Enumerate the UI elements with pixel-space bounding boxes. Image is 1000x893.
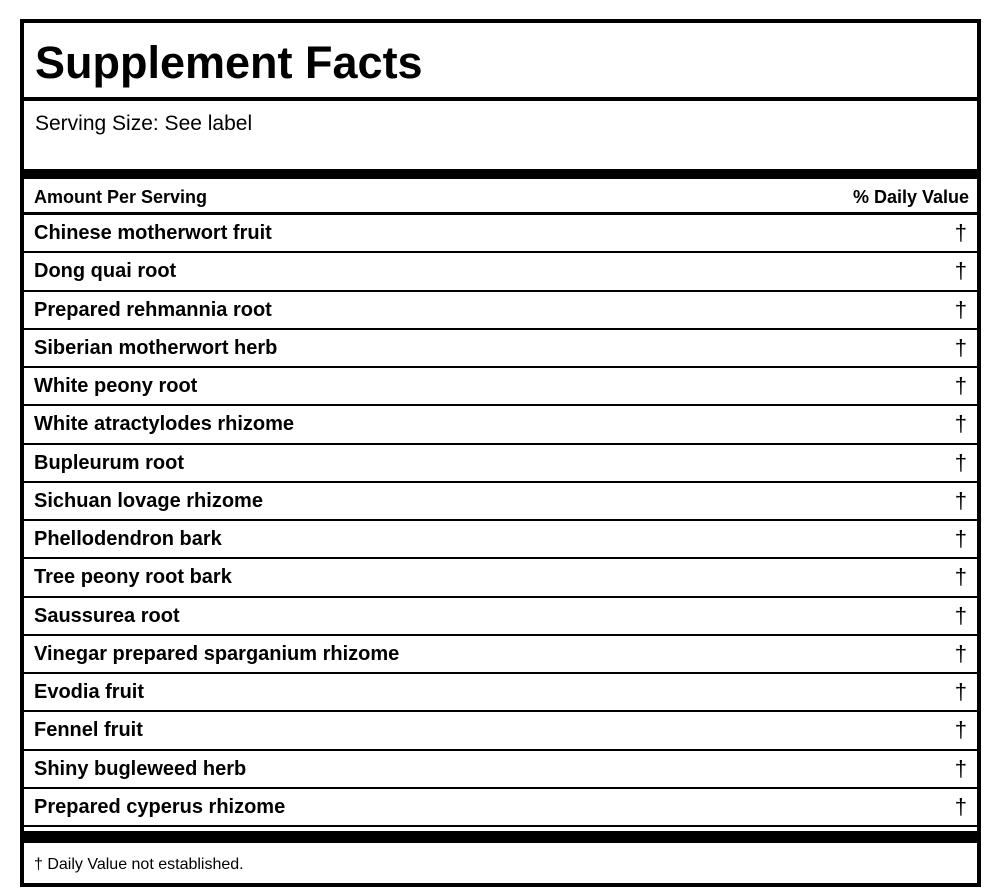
ingredient-name: Bupleurum root (34, 451, 184, 474)
ingredient-name: Shiny bugleweed herb (34, 757, 247, 780)
ingredient-row (24, 292, 977, 330)
ingredient-row (24, 521, 977, 559)
ingredient-row (24, 330, 977, 368)
ingredient-row (24, 253, 977, 291)
ingredient-daily-value: † (954, 258, 967, 284)
ingredient-name: Prepared cyperus rhizome (34, 795, 286, 818)
ingredient-daily-value: † (954, 220, 967, 245)
footnote-row (24, 843, 977, 883)
ingredient-name: White peony root (34, 375, 198, 397)
serving-size: Serving Size: See label (35, 112, 253, 135)
ingredient-row (24, 789, 977, 827)
ingredient-daily-value: † (954, 602, 967, 628)
ingredient-daily-value: † (954, 411, 967, 437)
ingredient-row (24, 445, 977, 483)
ingredient-daily-value: † (954, 487, 967, 513)
ingredient-name: Siberian motherwort herb (34, 336, 278, 359)
supplement-facts-label (20, 19, 981, 887)
ingredient-name: Phellodendron bark (34, 528, 222, 550)
ingredient-name: Saussurea root (34, 604, 180, 627)
ingredient-daily-value: † (954, 373, 967, 398)
ingredient-row (24, 483, 977, 521)
ingredient-row (24, 712, 977, 750)
daily-value-header: % Daily Value (852, 187, 969, 207)
ingredient-name: Tree peony root bark (34, 566, 232, 589)
ingredient-row (24, 636, 977, 674)
ingredient-list (24, 215, 977, 827)
thick-divider-top (24, 169, 977, 179)
ingredient-name: Vinegar prepared sparganium rhizome (34, 642, 400, 665)
ingredient-name: Prepared rehmannia root (34, 298, 272, 321)
ingredient-daily-value: † (954, 449, 967, 475)
ingredient-row (24, 368, 977, 406)
amount-per-serving-header: Amount Per Serving (34, 187, 208, 207)
ingredient-daily-value: † (954, 296, 967, 322)
ingredient-row (24, 674, 977, 712)
ingredient-name: Chinese motherwort fruit (34, 222, 272, 244)
ingredient-name: White atractylodes rhizome (34, 413, 295, 436)
ingredient-daily-value: † (954, 564, 967, 590)
ingredient-name: Sichuan lovage rhizome (34, 489, 263, 512)
ingredient-daily-value: † (954, 334, 967, 360)
column-header-row (24, 179, 977, 215)
label-title: Supplement Facts (35, 37, 423, 88)
ingredient-daily-value: † (954, 640, 967, 666)
thick-divider-bottom (24, 831, 977, 843)
ingredient-row (24, 215, 977, 253)
footnote: † Daily Value not established. (34, 856, 244, 873)
ingredient-row (24, 598, 977, 636)
ingredient-daily-value: † (954, 755, 967, 781)
ingredient-name: Evodia fruit (34, 681, 145, 703)
ingredient-daily-value: † (954, 526, 967, 551)
ingredient-row (24, 751, 977, 789)
ingredient-row (24, 559, 977, 597)
title-row (24, 23, 977, 101)
serving-size-row (24, 101, 977, 169)
ingredient-daily-value: † (954, 679, 967, 704)
ingredient-row (24, 406, 977, 444)
ingredient-daily-value: † (954, 717, 967, 743)
ingredient-daily-value: † (954, 793, 967, 819)
ingredient-name: Fennel fruit (34, 719, 143, 742)
ingredient-name: Dong quai root (34, 260, 177, 283)
